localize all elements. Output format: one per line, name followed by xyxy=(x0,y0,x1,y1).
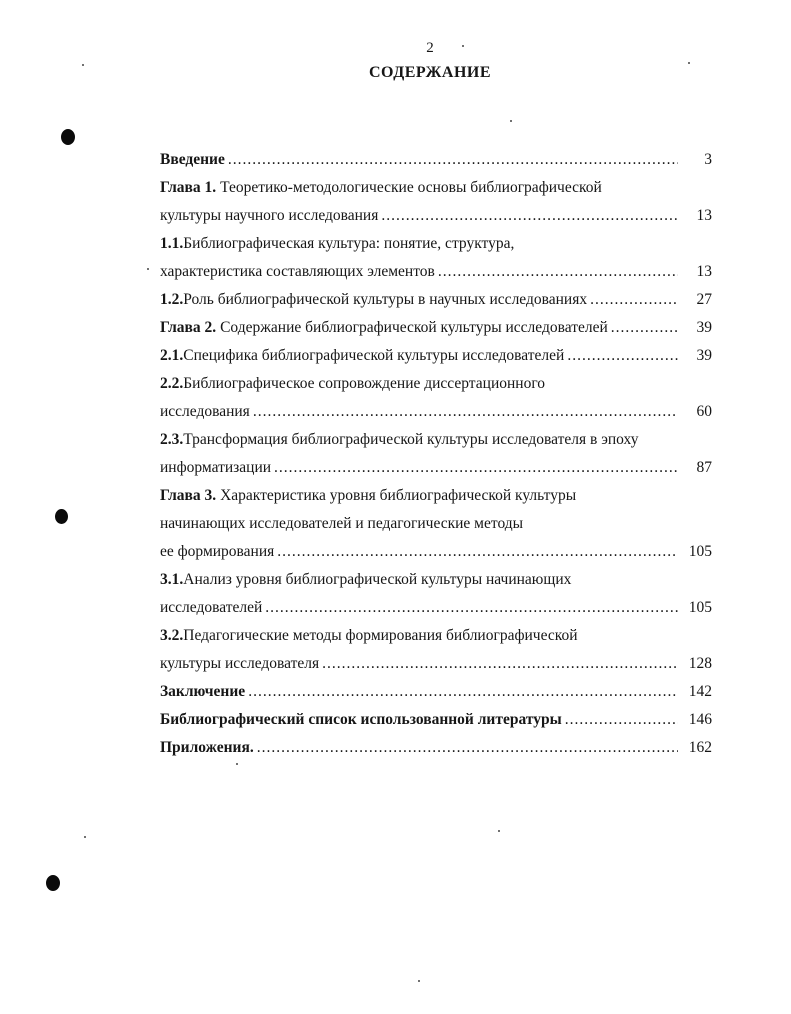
dot-leader xyxy=(322,653,678,675)
punch-hole-mark xyxy=(55,509,68,524)
toc-entry-section-1-1[interactable] xyxy=(160,233,712,255)
dot-leader xyxy=(567,345,678,367)
page-number: 2 xyxy=(426,40,434,56)
toc-section-number: 1.1. xyxy=(160,235,184,252)
toc-label: Приложения. xyxy=(160,739,254,756)
toc-page-number: 162 xyxy=(688,739,712,756)
toc-label: исследования xyxy=(160,403,250,420)
toc-entry-section-3-1-cont[interactable] xyxy=(160,597,712,619)
toc-label: Введение xyxy=(160,151,225,168)
toc-entry-chapter-1[interactable] xyxy=(160,177,712,199)
toc-entry-section-1-1-cont[interactable] xyxy=(160,261,712,283)
toc-label: Библиографический список использованной литературы xyxy=(160,711,562,728)
toc-section-number: 3.1. xyxy=(160,571,184,588)
toc-entry-section-2-3-cont[interactable] xyxy=(160,457,712,479)
toc-label: Характеристика уровня библиографической культуры xyxy=(220,487,577,504)
toc-page-number: 105 xyxy=(688,599,712,616)
toc-label: Теоретико-методологические основы библиографической xyxy=(220,179,602,196)
toc-page-number: 60 xyxy=(696,403,712,420)
toc-entry-chapter-3[interactable] xyxy=(160,485,712,507)
dot-leader xyxy=(277,541,678,563)
toc-entry-chapter-2[interactable] xyxy=(160,317,712,339)
toc-entry-section-2-2[interactable] xyxy=(160,373,712,395)
punch-hole-mark xyxy=(61,129,75,145)
toc-entry-section-2-1[interactable] xyxy=(160,345,712,367)
toc-chapter-number: Глава 3. xyxy=(160,487,217,504)
dot-leader xyxy=(381,205,678,227)
toc-label: Библиографическая культура: понятие, структура, xyxy=(183,235,515,252)
dot-leader xyxy=(265,597,678,619)
toc-chapter-number: Глава 2. xyxy=(160,319,217,336)
toc-label: ее формирования xyxy=(160,543,275,560)
toc-label: Содержание библиографической культуры исследователей xyxy=(220,319,608,336)
toc-label: культуры научного исследования xyxy=(160,207,379,224)
toc-label: Трансформация библиографической культуры исследователя в эпоху xyxy=(183,431,639,448)
toc-entry-section-2-3[interactable] xyxy=(160,429,712,451)
toc-entry-section-3-2-cont[interactable] xyxy=(160,653,712,675)
toc-page-number: 128 xyxy=(688,655,712,672)
punch-hole-mark xyxy=(46,875,60,891)
dot-leader xyxy=(611,317,678,339)
toc-page-number: 87 xyxy=(696,459,712,476)
dot-leader xyxy=(253,401,678,423)
toc-entry-chapter-3-cont2[interactable] xyxy=(160,541,712,563)
dot-leader xyxy=(228,149,678,171)
toc-page-number: 39 xyxy=(696,347,712,364)
toc-entry-chapter-3-cont[interactable] xyxy=(160,513,712,535)
toc-entry-section-3-1[interactable] xyxy=(160,569,712,591)
toc-section-number: 2.2. xyxy=(160,375,184,392)
toc-section-number: 2.3. xyxy=(160,431,184,448)
scan-speck xyxy=(418,980,420,982)
toc-entry-introduction[interactable] xyxy=(160,149,712,171)
toc-entry-chapter-1-cont[interactable] xyxy=(160,205,712,227)
toc-label: Библиографическое сопровождение диссертационного xyxy=(183,375,546,392)
toc-page-number: 27 xyxy=(696,291,712,308)
scan-speck xyxy=(510,120,512,122)
scan-speck xyxy=(498,830,500,832)
toc-section-number: 2.1. xyxy=(160,347,184,364)
toc-entry-bibliography[interactable] xyxy=(160,709,712,731)
toc-page-number: 142 xyxy=(688,683,712,700)
dot-leader xyxy=(590,289,678,311)
scan-speck xyxy=(236,763,238,765)
toc-entry-section-2-2-cont[interactable] xyxy=(160,401,712,423)
toc-page-number: 13 xyxy=(696,263,712,280)
toc-label: начинающих исследователей и педагогические методы xyxy=(160,515,524,532)
toc-chapter-number: Глава 1. xyxy=(160,179,217,196)
toc-page-number: 105 xyxy=(688,543,712,560)
toc-label: культуры исследователя xyxy=(160,655,320,672)
dot-leader xyxy=(274,457,678,479)
toc-label: Анализ уровня библиографической культуры начинающих xyxy=(183,571,572,588)
toc-label: характеристика составляющих элементов xyxy=(160,263,435,280)
toc-page-number: 146 xyxy=(688,711,712,728)
dot-leader xyxy=(257,737,678,759)
toc-label: исследователей xyxy=(160,599,263,616)
toc-entry-section-1-2[interactable] xyxy=(160,289,712,311)
dot-leader xyxy=(565,709,678,731)
toc-section-number: 1.2. xyxy=(160,291,184,308)
scan-speck xyxy=(147,268,149,270)
toc-entry-appendices[interactable] xyxy=(160,737,712,759)
toc-label: Специфика библиографической культуры исследователей xyxy=(183,347,565,364)
dot-leader xyxy=(438,261,678,283)
toc-entry-section-3-2[interactable] xyxy=(160,625,712,647)
toc-section-number: 3.2. xyxy=(160,627,184,644)
scan-speck xyxy=(84,836,86,838)
toc-page-number: 3 xyxy=(704,151,712,168)
page-title: СОДЕРЖАНИЕ xyxy=(368,64,492,81)
toc-page-number: 39 xyxy=(696,319,712,336)
toc-label: Педагогические методы формирования библиографической xyxy=(183,627,578,644)
dot-leader xyxy=(248,681,678,703)
toc-entry-conclusion[interactable] xyxy=(160,681,712,703)
toc-label: информатизации xyxy=(160,459,272,476)
toc-label: Заключение xyxy=(160,683,246,700)
toc-label: Роль библиографической культуры в научных исследованиях xyxy=(183,291,588,308)
toc-page-number: 13 xyxy=(696,207,712,224)
